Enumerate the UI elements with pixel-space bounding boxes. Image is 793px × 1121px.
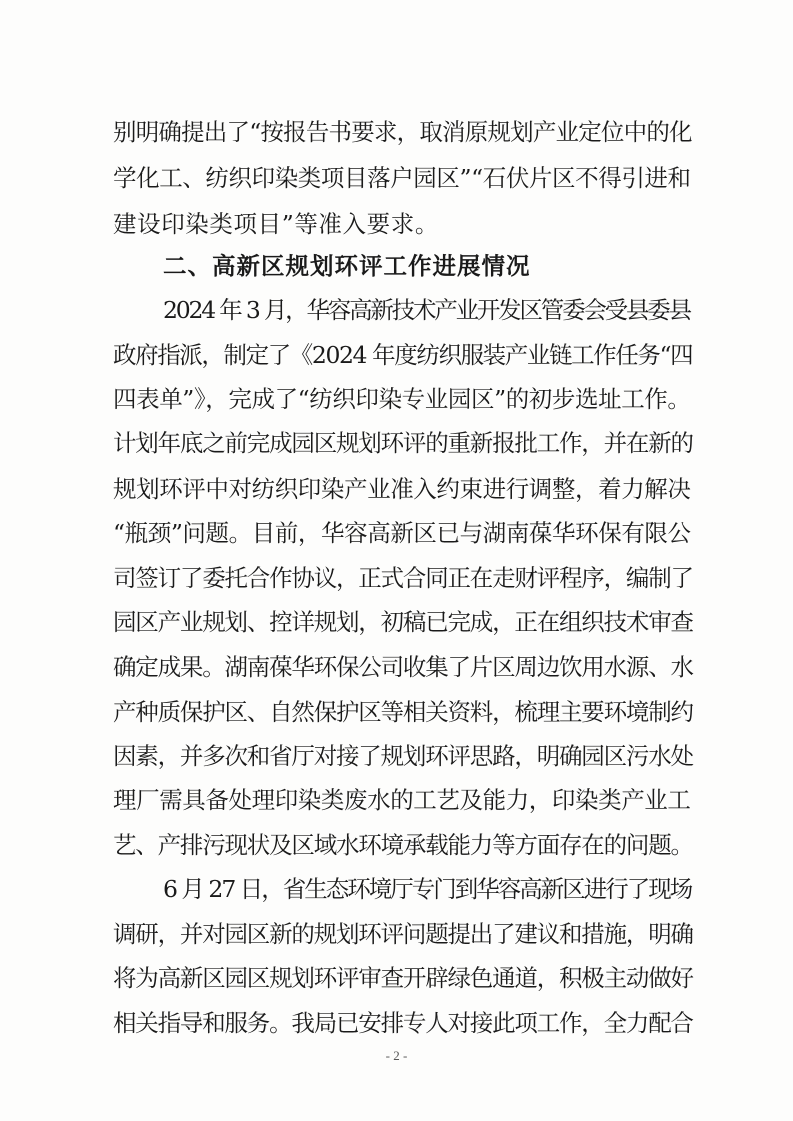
- body-text-line: 调研，并对园区新的规划环评问题提出了建议和措施，明确: [113, 920, 693, 948]
- body-text-line: “瓶颈”问题。目前，华容高新区已与湖南葆华环保有限公: [113, 519, 691, 547]
- body-text-line: 将为高新区园区规划环评审查开辟绿色通道，积极主动做好: [113, 964, 693, 992]
- body-text-line: 司签订了委托合作协议，正式合同正在走财评程序，编制了: [113, 564, 693, 592]
- section-heading: 二、高新区规划环评工作进展情况: [163, 252, 531, 280]
- body-text-line: 产种质保护区、自然保护区等相关资料，梳理主要环境制约: [113, 698, 693, 726]
- body-text-line: 政府指派，制定了《2024 年度纺织服装产业链工作任务“四: [113, 341, 693, 369]
- body-text-line: 计划年底之前完成园区规划环评的重新报批工作，并在新的: [113, 429, 693, 457]
- body-text-line: 别明确提出了“按报告书要求，取消原规划产业定位中的化: [113, 118, 692, 146]
- body-text-line: 理厂需具备处理印染类废水的工艺及能力，印染类产业工: [113, 786, 691, 814]
- body-text-line: 规划环评中对纺织印染产业准入约束进行调整，着力解决: [113, 475, 691, 503]
- body-text-line: 园区产业规划、控详规划，初稿已完成，正在组织技术审查: [113, 608, 693, 636]
- body-text-line: 确定成果。湖南葆华环保公司收集了片区周边饮用水源、水: [113, 653, 693, 681]
- body-text-line: 四表单”》，完成了“纺织印染专业园区”的初步选址工作。: [113, 385, 691, 413]
- body-text-line: 6 月 27 日，省生态环境厅专门到华容高新区进行了现场: [163, 875, 692, 903]
- body-text-line: 因素，并多次和省厅对接了规划环评思路，明确园区污水处: [113, 742, 693, 770]
- body-text-line: 2024 年 3 月，华容高新技术产业开发区管委会受县委县: [163, 296, 690, 324]
- body-text-line: 相关指导和服务。我局已安排专人对接此项工作，全力配合: [113, 1009, 693, 1037]
- body-text-line: 艺、产排污现状及区域水环境承载能力等方面存在的问题。: [113, 831, 693, 859]
- body-text-line: 建设印染类项目”等准入要求。: [113, 210, 439, 238]
- page-number: - 2 -: [385, 1048, 408, 1063]
- body-text-line: 学化工、纺织印染类项目落户园区”“石伏片区不得引进和: [113, 164, 691, 192]
